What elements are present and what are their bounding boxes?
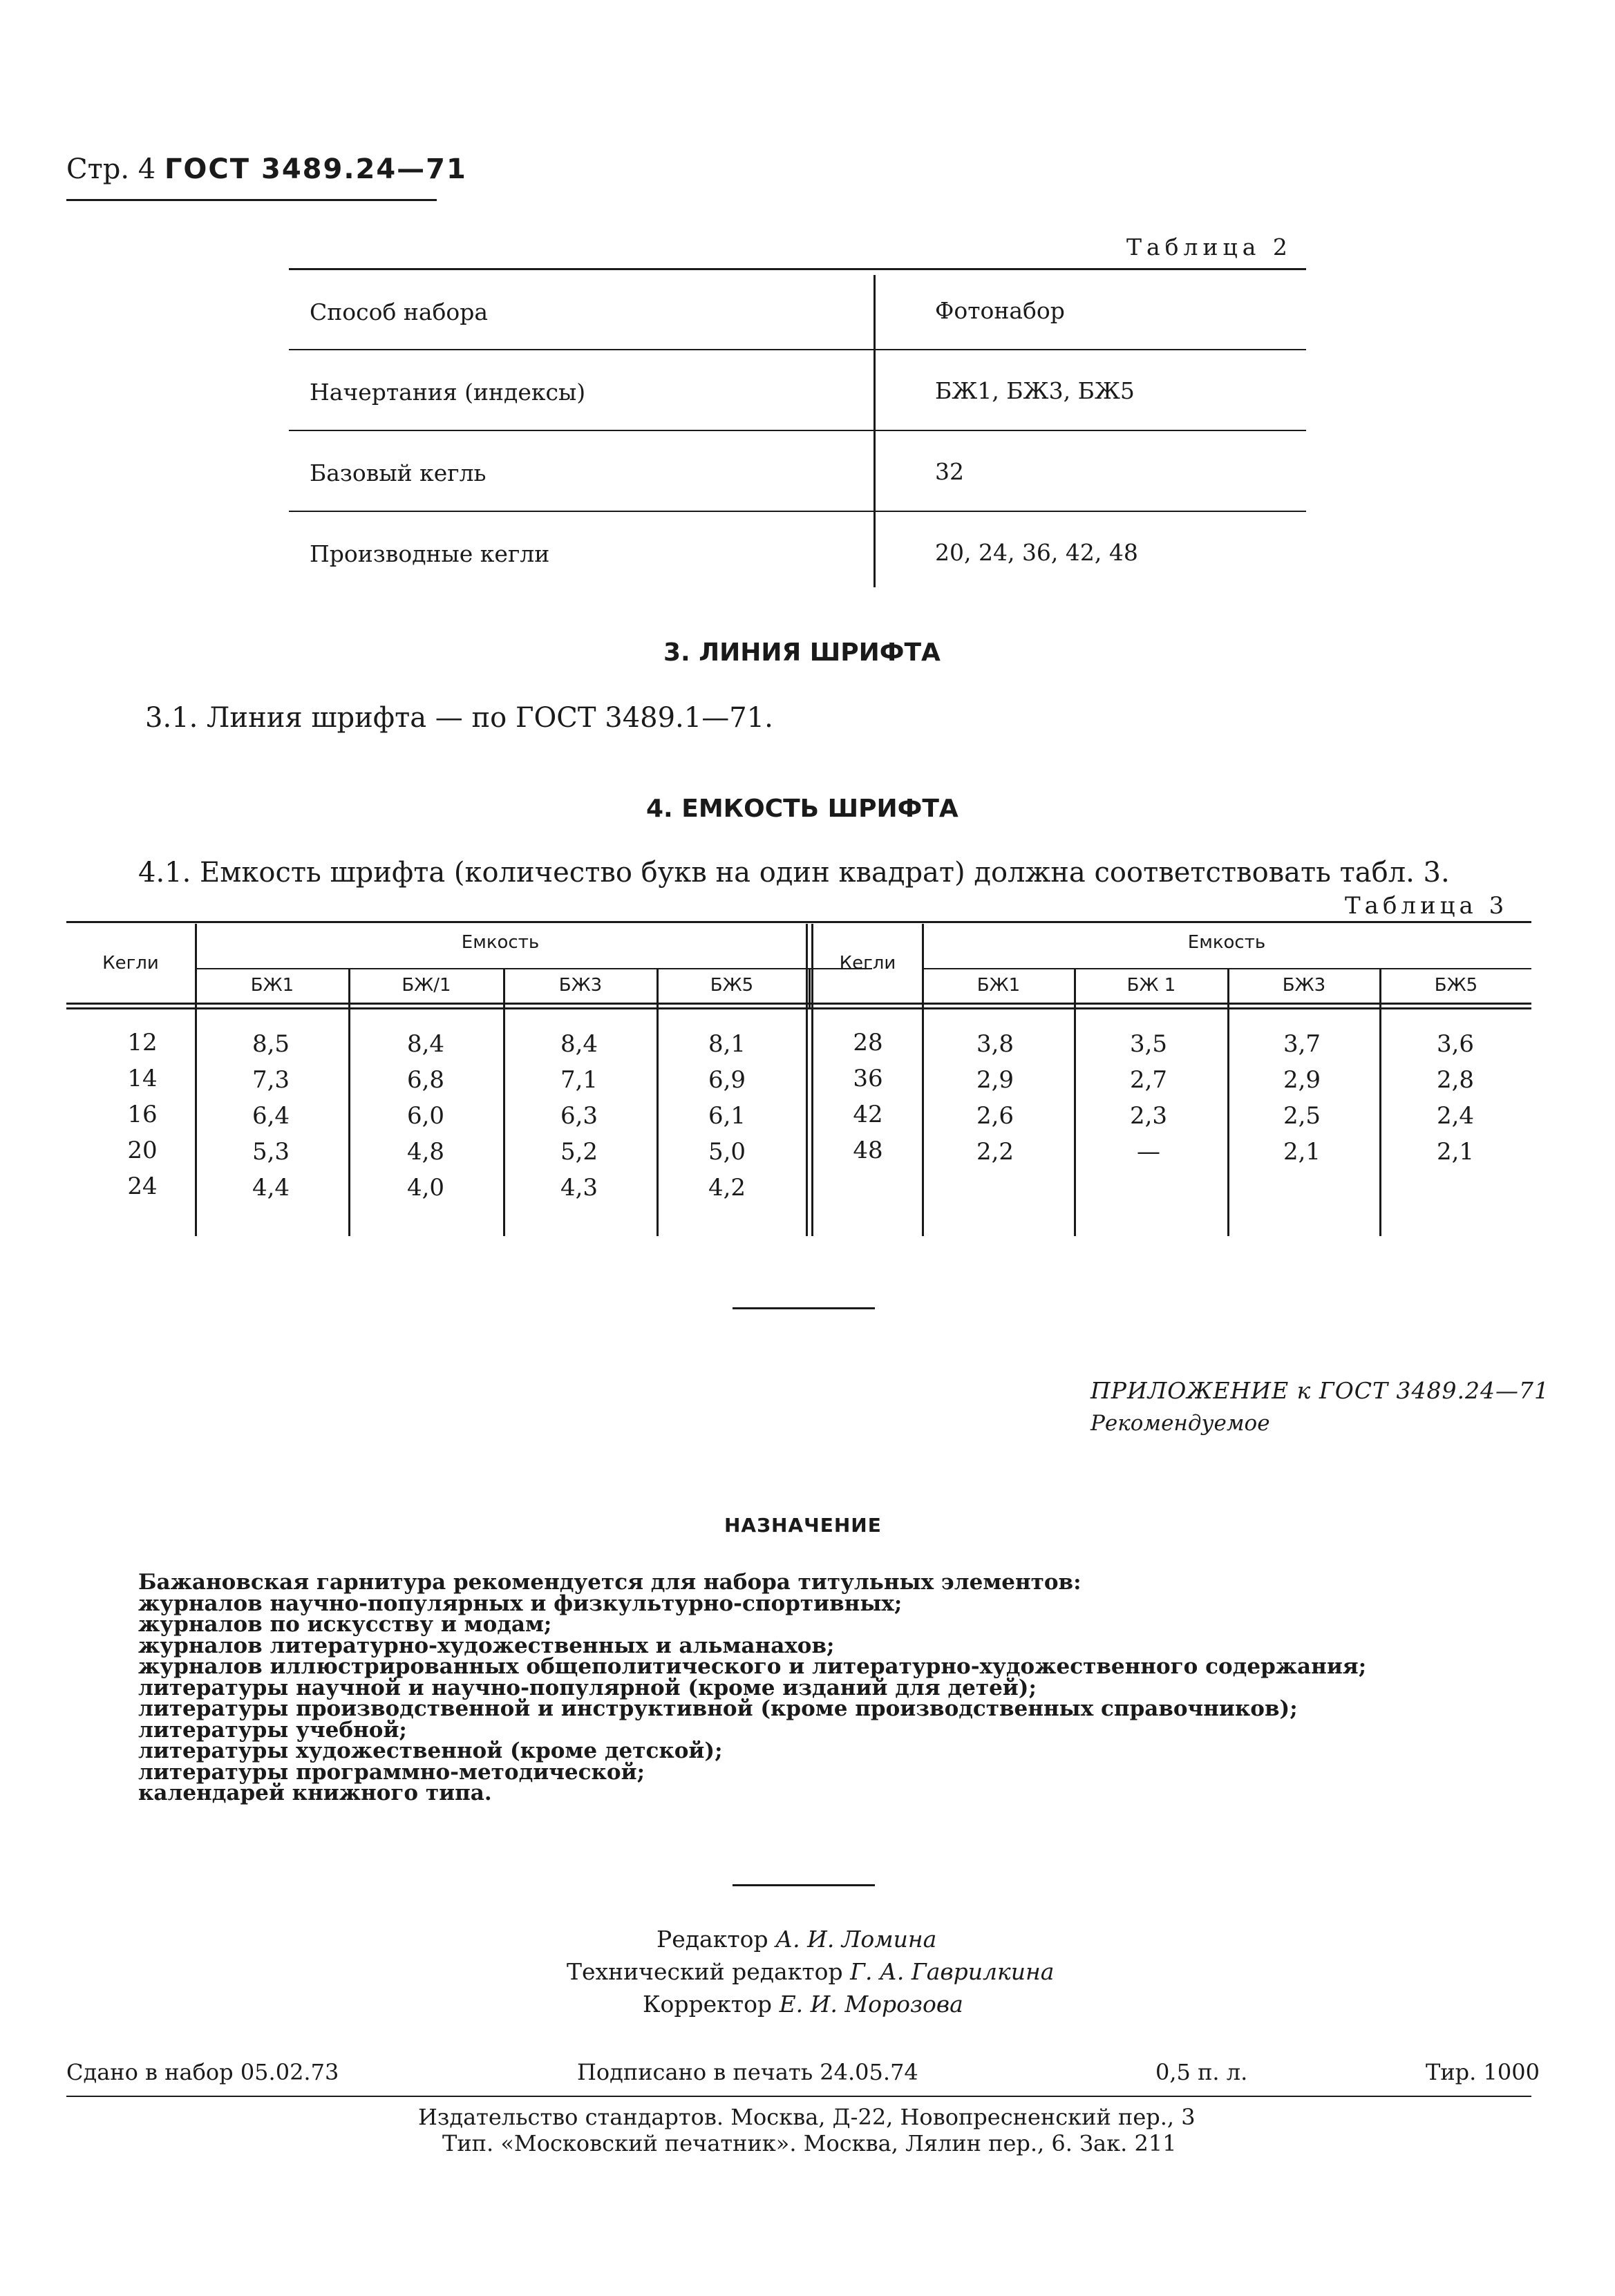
list-item: журналов литературно-художественных и альманахов; <box>138 1633 835 1658</box>
footer-print-run: Тир. 1000 <box>1426 2059 1540 2085</box>
footer-printer: Тип. «Московский печатник». Москва, Лялин пер., 6. Зак. 211 <box>442 2130 1177 2156</box>
table3-divider <box>1074 969 1076 1236</box>
section4-heading: 4. ЕМКОСТЬ ШРИФТА <box>646 795 958 823</box>
table3-kegl: 14 <box>127 1065 158 1092</box>
table3-divider <box>1379 969 1381 1236</box>
table3-subheader: БЖ/1 <box>402 975 451 996</box>
table2-rule <box>289 511 1306 512</box>
table3-cell: 5,3 <box>252 1138 290 1166</box>
list-item: литературы научной и научно-популярной (кроме изданий для детей); <box>138 1675 1037 1700</box>
table3-caption: Таблица 3 <box>1345 892 1509 920</box>
separator-rule <box>733 1884 875 1886</box>
list-item: журналов по искусству и модам; <box>138 1612 552 1637</box>
table3-cell: 6,4 <box>252 1102 290 1130</box>
list-item: литературы программно-методической; <box>138 1759 645 1785</box>
appendix-title: ПРИЛОЖЕНИЕ к ГОСТ 3489.24—71 <box>1090 1377 1549 1404</box>
table3-header-emkost: Емкость <box>461 932 540 953</box>
table3-subheader: БЖ1 <box>250 975 294 996</box>
footer-rule <box>66 2096 1531 2097</box>
footer-sheets: 0,5 п. л. <box>1155 2059 1248 2085</box>
table2-rule-top <box>289 268 1306 270</box>
list-item: литературы художественной (кроме детской); <box>138 1738 723 1763</box>
table3-cell: 2,1 <box>1283 1138 1321 1166</box>
table3-header-rule <box>66 1003 1531 1005</box>
section3-text: 3.1. Линия шрифта — по ГОСТ 3489.1—71. <box>145 702 773 734</box>
table3-subheader: БЖ5 <box>1434 975 1478 996</box>
table3-subheader: БЖ5 <box>710 975 754 996</box>
table3-cell: 2,1 <box>1436 1138 1475 1166</box>
table3-kegl: 36 <box>853 1065 883 1092</box>
credit-name: А. И. Ломина <box>775 1926 937 1953</box>
footer-submitted: Сдано в набор 05.02.73 <box>66 2059 339 2085</box>
credit-corrector <box>643 1991 963 2018</box>
table3-cell: 2,3 <box>1129 1102 1168 1130</box>
table3-cell: 4,8 <box>406 1138 445 1166</box>
table3-header-rule <box>66 1007 1531 1009</box>
table3-cell: — <box>1137 1138 1160 1166</box>
standard-code: ГОСТ 3489.24—71 <box>164 153 467 185</box>
table3-cell: 4,2 <box>708 1174 746 1202</box>
credit-editor <box>657 1926 936 1953</box>
appendix-heading: НАЗНАЧЕНИЕ <box>724 1514 882 1537</box>
separator-rule <box>733 1307 875 1309</box>
table3-cell: 4,3 <box>560 1174 598 1202</box>
table2-value: 20, 24, 36, 42, 48 <box>935 539 1138 566</box>
credit-label: Корректор <box>643 1991 773 2018</box>
table2-caption: Таблица 2 <box>1126 234 1292 260</box>
table3-subheader: БЖ 1 <box>1126 975 1176 996</box>
table3-cell: 2,6 <box>976 1102 1014 1130</box>
header-rule <box>66 199 437 201</box>
table3-kegl: 20 <box>127 1137 158 1164</box>
table3-double-divider <box>806 924 808 1236</box>
table3-cell: 8,4 <box>560 1030 598 1058</box>
table3-divider <box>809 969 811 1009</box>
table3-divider <box>503 969 505 1236</box>
credit-label: Редактор <box>657 1926 768 1953</box>
table3-cell: 2,5 <box>1283 1102 1321 1130</box>
page-header <box>66 153 467 185</box>
table3-subrule-right <box>922 968 1531 969</box>
table3-cell: 5,2 <box>560 1138 598 1166</box>
table3-cell: 8,5 <box>252 1030 290 1058</box>
list-item: календарей книжного типа. <box>138 1781 492 1805</box>
table3-cell: 8,4 <box>406 1030 445 1058</box>
table3-cell: 6,8 <box>406 1066 445 1094</box>
table3-cell: 3,8 <box>976 1030 1014 1058</box>
table3-cell: 2,9 <box>1283 1066 1321 1094</box>
table2-label: Способ набора <box>310 298 489 325</box>
footer-publisher: Издательство стандартов. Москва, Д-22, Новопресненский пер., 3 <box>418 2104 1196 2130</box>
table3-cell: 2,4 <box>1436 1102 1475 1130</box>
table3-cell: 2,2 <box>976 1138 1014 1166</box>
table3-divider <box>1227 969 1229 1236</box>
table2-label: Базовый кегль <box>310 459 487 486</box>
list-item: журналов научно-популярных и физкультурно-спортивных; <box>138 1591 903 1616</box>
footer-signed: Подписано в печать 24.05.74 <box>577 2059 918 2085</box>
table3-cell: 3,5 <box>1129 1030 1168 1058</box>
table3-divider <box>657 969 659 1236</box>
credit-tech-editor <box>567 1958 1054 1985</box>
table3-cell: 2,8 <box>1436 1066 1475 1094</box>
table2-label: Начертания (индексы) <box>310 379 586 406</box>
table3-divider <box>348 969 350 1236</box>
page-number: Стр. 4 <box>66 153 156 185</box>
section3-heading: 3. ЛИНИЯ ШРИФТА <box>663 638 941 667</box>
table3-cell: 2,9 <box>976 1066 1014 1094</box>
credit-name: Г. А. Гаврилкина <box>850 1958 1055 1985</box>
list-item: литературы производственной и инструктивной (кроме производственных справочников); <box>138 1696 1298 1721</box>
table3-cell: 2,7 <box>1129 1066 1168 1094</box>
table3-cell: 6,9 <box>708 1066 746 1094</box>
table3-kegl: 12 <box>127 1029 158 1056</box>
table2-label: Производные кегли <box>310 540 550 567</box>
table3-subrule-left <box>195 968 872 969</box>
table2-rule <box>289 349 1306 350</box>
table3-cell: 3,6 <box>1436 1030 1475 1058</box>
appendix-subtitle: Рекомендуемое <box>1090 1411 1270 1436</box>
table3-cell: 6,0 <box>406 1102 445 1130</box>
table3-header-kegli: Кегли <box>839 953 896 974</box>
table3-kegl: 42 <box>853 1101 883 1128</box>
table3-cell: 6,3 <box>560 1102 598 1130</box>
table3-kegl: 16 <box>127 1101 158 1128</box>
table3-cell: 7,1 <box>560 1066 598 1094</box>
table3-cell: 4,4 <box>252 1174 290 1202</box>
table3 <box>66 921 1531 1236</box>
table3-header-emkost: Емкость <box>1187 932 1266 953</box>
appendix-list <box>138 1572 1366 1804</box>
table2-divider <box>873 275 876 587</box>
list-item: журналов иллюстрированных общеполитического и литературно-художественного содержания; <box>138 1654 1367 1679</box>
table2-value: БЖ1, БЖ3, БЖ5 <box>935 377 1135 404</box>
section4-text: 4.1. Емкость шрифта (количество букв на один квадрат) должна соответствовать табл. 3. <box>138 857 1450 889</box>
table3-divider <box>922 924 924 1236</box>
table3-subheader: БЖ3 <box>558 975 603 996</box>
table3-cell: 7,3 <box>252 1066 290 1094</box>
credit-label: Технический редактор <box>567 1958 843 1985</box>
table3-cell: 4,0 <box>406 1174 445 1202</box>
table3-cell: 6,1 <box>708 1102 746 1130</box>
list-item: литературы учебной; <box>138 1717 407 1743</box>
table3-kegl: 28 <box>853 1029 883 1056</box>
table3-rule-top <box>66 921 1531 923</box>
table3-kegl: 48 <box>853 1137 883 1164</box>
table2-rule <box>289 430 1306 431</box>
table3-header-kegli: Кегли <box>102 953 159 974</box>
table3-cell: 8,1 <box>708 1030 746 1058</box>
table2-value: 32 <box>935 458 964 485</box>
table3-subheader: БЖ1 <box>976 975 1021 996</box>
table3-cell: 5,0 <box>708 1138 746 1166</box>
table3-kegl: 24 <box>127 1173 158 1200</box>
table3-cell: 3,7 <box>1283 1030 1321 1058</box>
credit-name: Е. И. Морозова <box>779 1991 963 2018</box>
table3-divider <box>195 924 197 1236</box>
table2 <box>289 268 1306 593</box>
list-item: Бажановская гарнитура рекомендуется для набора титульных элементов: <box>138 1570 1082 1595</box>
table3-subheader: БЖ3 <box>1282 975 1326 996</box>
table2-value: Фотонабор <box>935 297 1065 324</box>
